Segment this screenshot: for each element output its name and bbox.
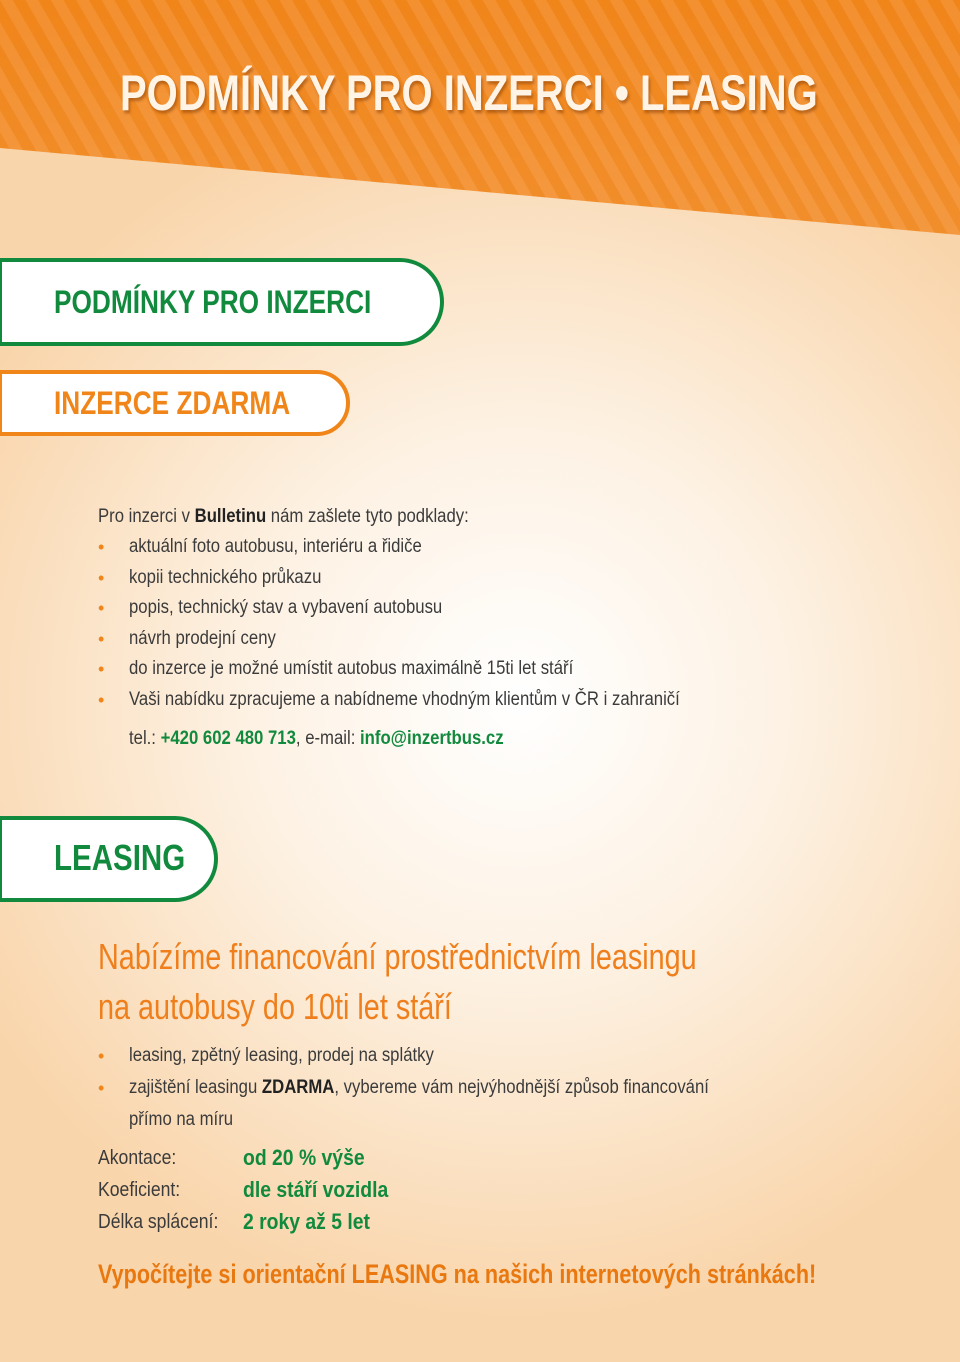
bullet-dot-icon: • bbox=[98, 1078, 105, 1098]
leasing-headline-line2: na autobusy do 10ti let stáří bbox=[98, 986, 452, 1027]
section-conditions-title: PODMÍNKY PRO INZERCI bbox=[54, 284, 372, 320]
leasing-cta: Vypočítejte si orientační LEASING na našich internetových stránkách! bbox=[98, 1259, 817, 1289]
leasing-item-2-cont: přímo na míru bbox=[129, 1109, 234, 1130]
free-intro: Pro inzerci v Bulletinu nám zašlete tyto podklady: bbox=[98, 506, 469, 527]
bullet-dot-icon: • bbox=[98, 628, 105, 649]
contact-line: tel.: +420 602 480 713, e-mail: info@inzertbus.cz bbox=[129, 728, 504, 749]
leasing-item-1: • leasing, zpětný leasing, prodej na splátky bbox=[98, 1041, 858, 1071]
bullet-dot-icon: • bbox=[98, 598, 105, 618]
bullet-dot-icon: • bbox=[98, 689, 105, 710]
phone-number[interactable]: +420 602 480 713 bbox=[160, 728, 296, 749]
bullet-dot-icon: • bbox=[98, 537, 105, 557]
page-title: PODMÍNKY PRO INZERCI • LEASING bbox=[120, 65, 818, 121]
section-leasing-title: LEASING bbox=[54, 837, 186, 878]
email-link[interactable]: info@inzertbus.cz bbox=[360, 728, 504, 749]
leasing-headline-line1: Nabízíme financování prostřednictvím leasingu bbox=[98, 936, 697, 977]
leasing-item-2: • zajištění leasingu ZDARMA, vybereme vám nejvýhodnější způsob financování bbox=[98, 1073, 858, 1103]
bullet-dot-icon: • bbox=[98, 659, 105, 679]
bullet-dot-icon: • bbox=[98, 567, 105, 588]
section-free-title: INZERCE ZDARMA bbox=[54, 385, 291, 421]
bullet-dot-icon: • bbox=[98, 1046, 105, 1066]
